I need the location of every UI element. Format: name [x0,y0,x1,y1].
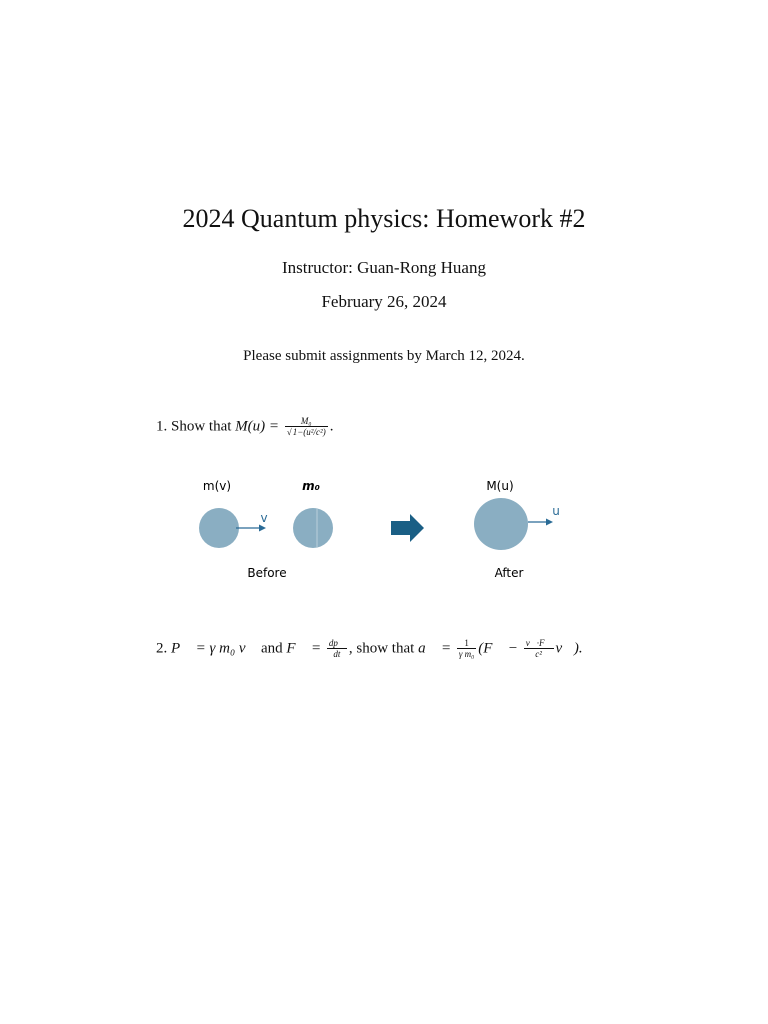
conjunction: and [261,640,283,657]
problem-number: 1. [156,418,168,435]
force-fraction [327,638,347,660]
process-arrow-icon [391,514,424,542]
label-m0: m₀ [302,479,320,493]
paren-open: (F⃗ − [478,640,518,657]
momentum-expr: P⃗ = γ m₀ v⃗ [171,640,258,657]
problem-number: 2. [156,640,168,657]
accel-fraction [457,638,476,660]
accel-numerator: 1 [457,638,476,649]
ball-combined [474,498,528,550]
problem-lead: Show that [171,418,232,435]
vf-fraction [524,638,554,660]
force-numerator: dp⃗ [328,638,345,648]
force-denominator: dt [333,649,341,659]
vf-numerator: v⃗·F⃗ [525,638,552,648]
problem-2 [156,638,583,660]
vf-denominator: c² [535,649,542,659]
equation-lhs: M(u) = [235,418,280,435]
fraction-numerator: M₀ [285,416,328,427]
label-Mu: M(u) [486,479,514,493]
accel-denominator: γ m₀ [458,649,475,659]
instructor-line: Instructor: Guan-Rong Huang [282,258,486,277]
show-that: , show that [348,640,415,657]
ball-rest [293,508,333,548]
sqrt-radicand: 1−(u²/c²) [292,427,326,437]
force-lhs: F⃗ = [286,640,322,657]
equation-end: . [329,418,334,435]
submission-note: Please submit assignments by March 12, 2024. [243,348,525,364]
paren-close: v⃗). [555,640,583,657]
fraction-denominator: √1−(u²/c²) [286,427,326,437]
label-mv: m(v) [202,479,232,493]
ball-moving [199,508,239,548]
accel-lhs: a⃗ = [418,640,452,657]
label-v: v [260,511,268,525]
label-after: After [494,566,524,580]
mass-fraction [285,416,328,438]
label-before: Before [247,566,287,580]
velocity-arrowhead-u [546,519,553,526]
page-title: 2024 Quantum physics: Homework #2 [182,204,586,233]
label-u: u [552,504,560,518]
velocity-arrowhead-v [259,525,266,532]
problem-1 [156,416,333,438]
collision-diagram [0,470,768,590]
date-line: February 26, 2024 [321,292,447,311]
